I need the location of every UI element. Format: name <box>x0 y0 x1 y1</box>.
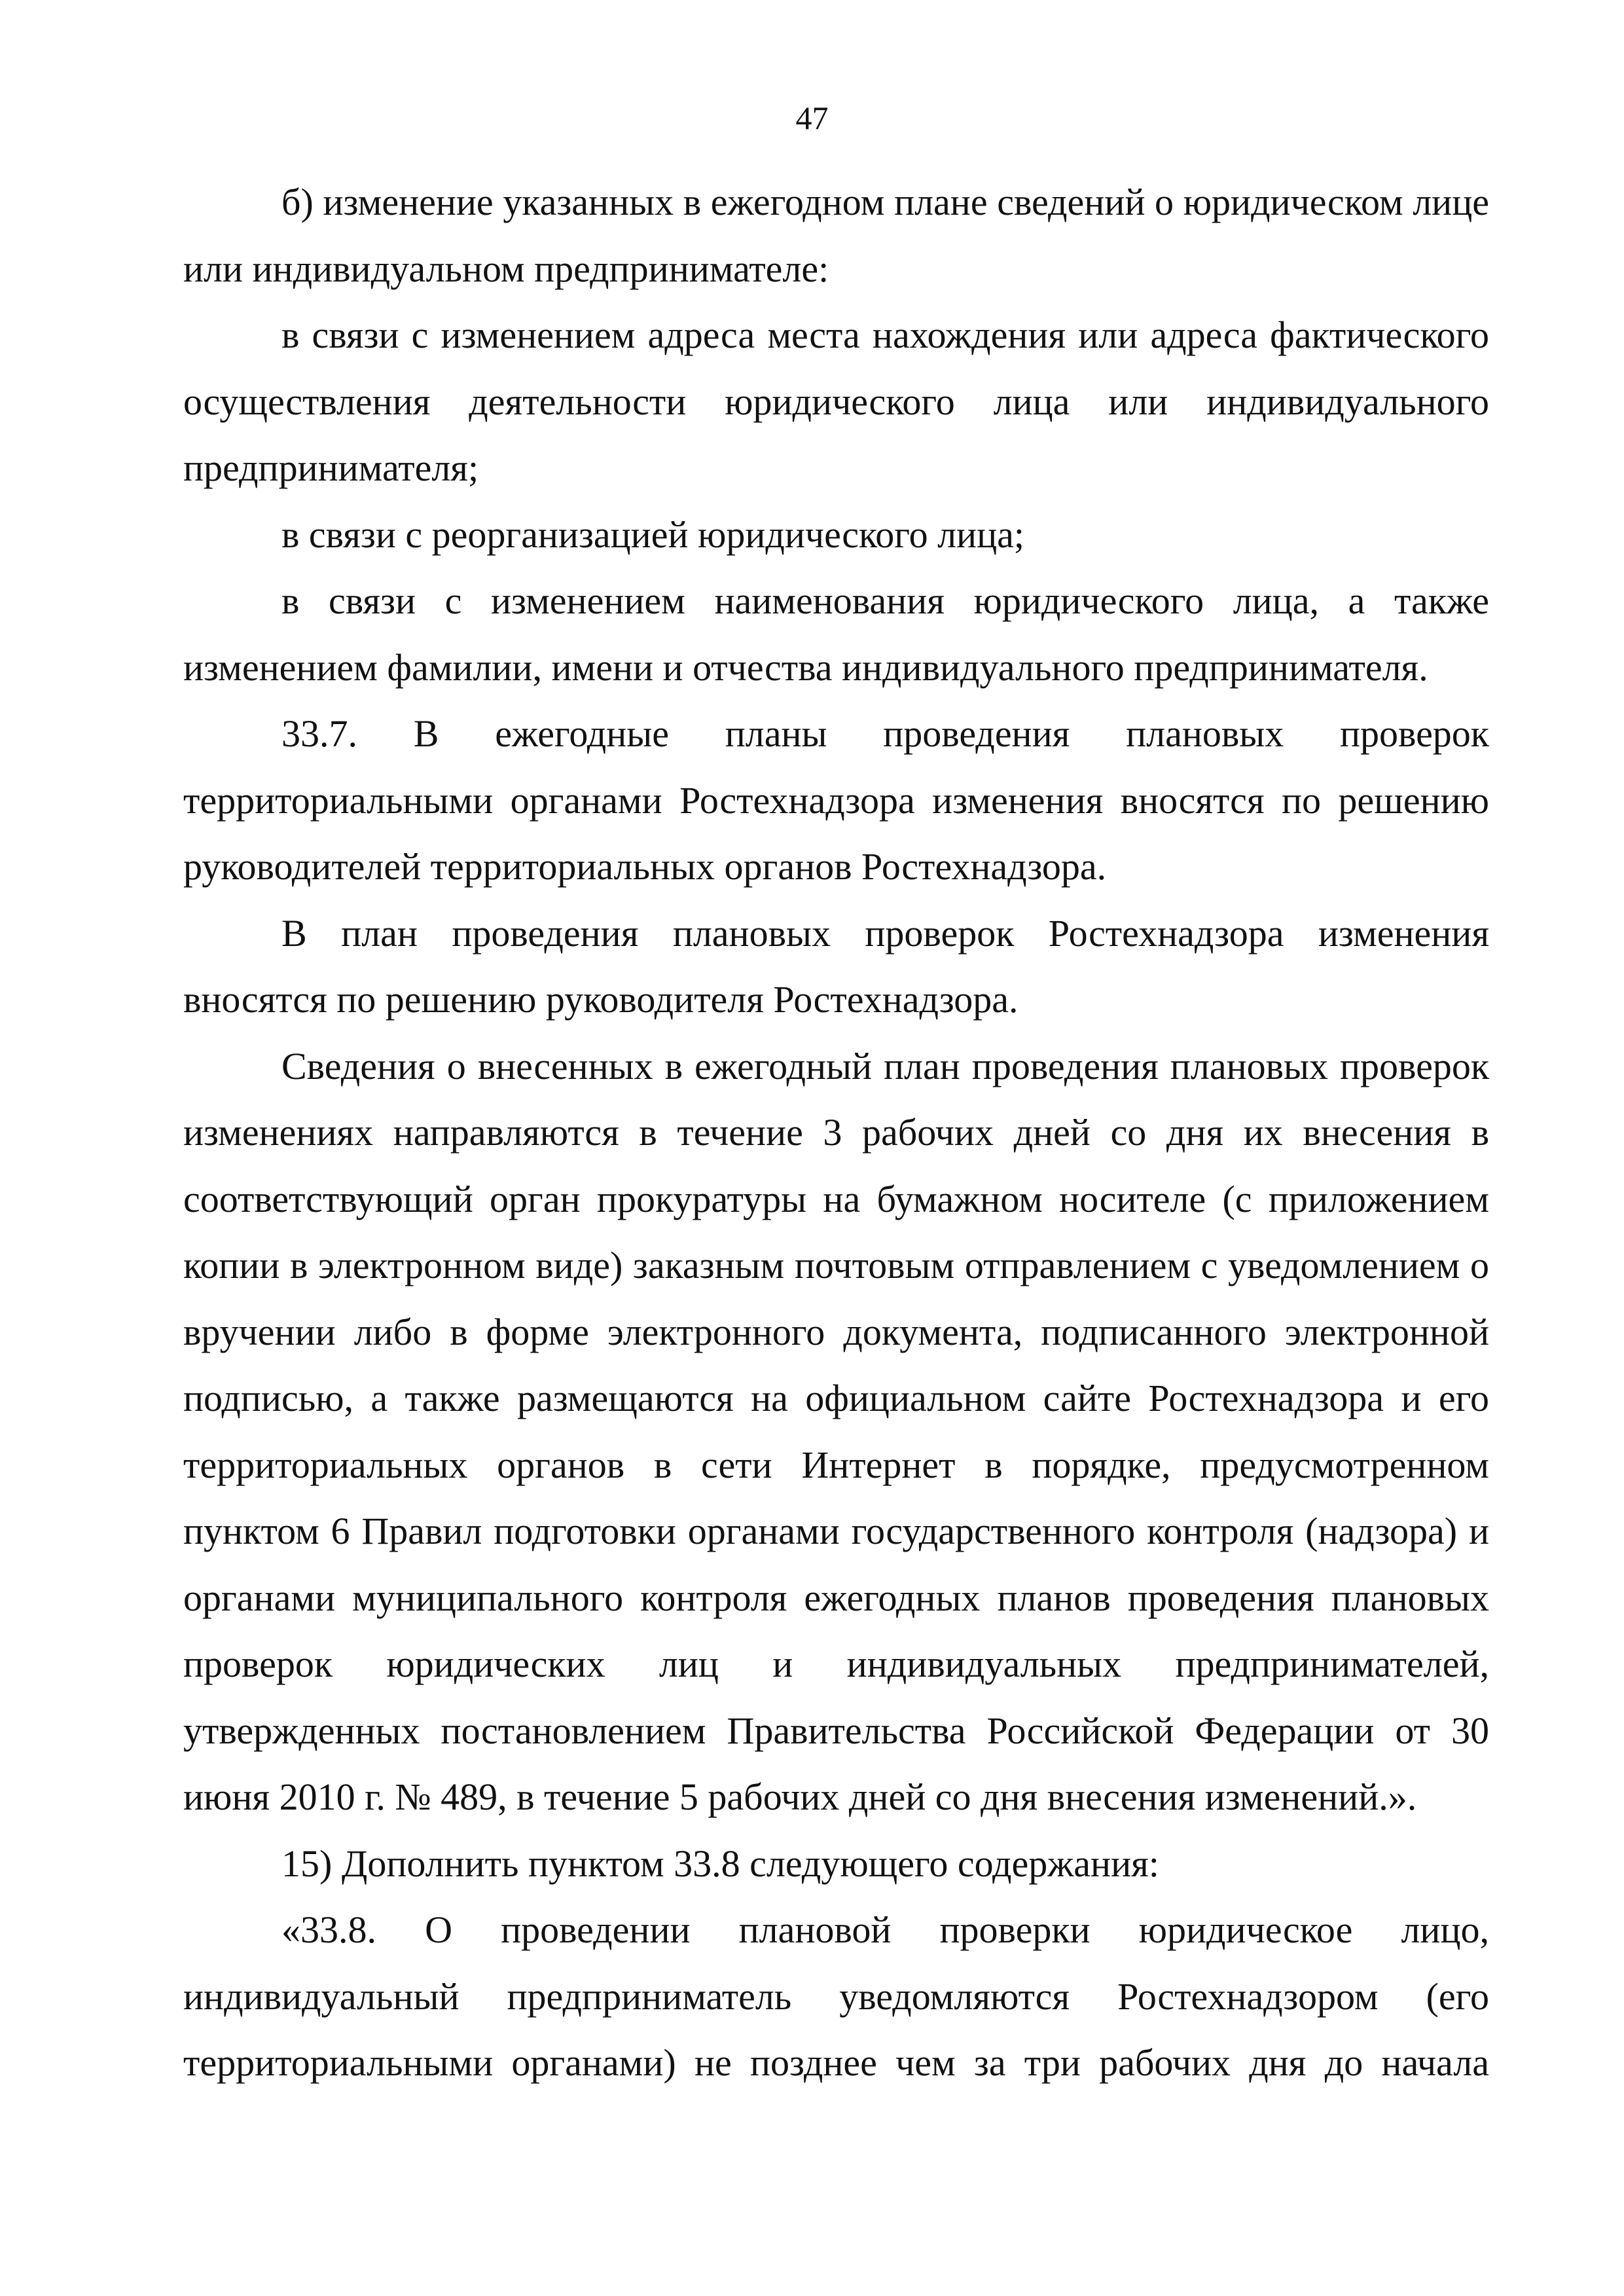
paragraph-address-change: в связи с изменением адреса места нахождения или адреса фактического осуществления деятельности юридического лица или индивидуального предпринимателя; <box>183 314 1489 489</box>
paragraph-plan-changes: В план проведения плановых проверок Ростехнадзора изменения вносятся по решению руководителя Ростехнадзора. <box>183 911 1489 1021</box>
document-body <box>183 169 1489 2096</box>
paragraph-notification-info: Сведения о внесенных в ежегодный план проведения плановых проверок изменениях направляются в течение 3 рабочих дней со дня их внесения в соответствующий орган прокуратуры на бумажном носителе (с приложением копии в электронном виде) заказным почтовым отправлением с уведомлением о вручении либо в форме электронного документа, подписанного электронной подписью, а также размещаются на официальном сайте Ростехнадзора и его территориальных органов в сети Интернет в порядке, предусмотренном пунктом 6 Правил подготовки органами государственного контроля (надзора) и органами муниципального контроля ежегодных планов проведения плановых проверок юридических лиц и индивидуальных предпринимателей, утвержденных постановлением Правительства Российской Федерации от 30 июня 2010 г. № 489, в течение 5 рабочих дней со дня внесения изменений.». <box>183 1044 1489 1818</box>
paragraph-reorganization: в связи с реорганизацией юридического лица; <box>281 513 1024 556</box>
page-number: 47 <box>795 100 829 136</box>
paragraph-33-8: «33.8. О проведении плановой проверки юридическое лицо, индивидуальный предприниматель уведомляются Ростехнадзором (его территориальными органами) не позднее чем за три рабочих дня до начала <box>183 1908 1489 2084</box>
paragraph-33-7: 33.7. В ежегодные планы проведения плановых проверок территориальными органами Ростехнадзора изменения вносятся по решению руководителей территориальных органов Ростехнадзора. <box>183 712 1489 888</box>
paragraph-15: 15) Дополнить пунктом 33.8 следующего содержания: <box>281 1842 1159 1885</box>
paragraph-name-change: в связи с изменением наименования юридического лица, а также изменением фамилии, имени и отчества индивидуального предпринимателя. <box>183 579 1489 689</box>
paragraph-b: б) изменение указанных в ежегодном плане сведений о юридическом лице или индивидуальном предпринимателе: <box>183 181 1489 290</box>
